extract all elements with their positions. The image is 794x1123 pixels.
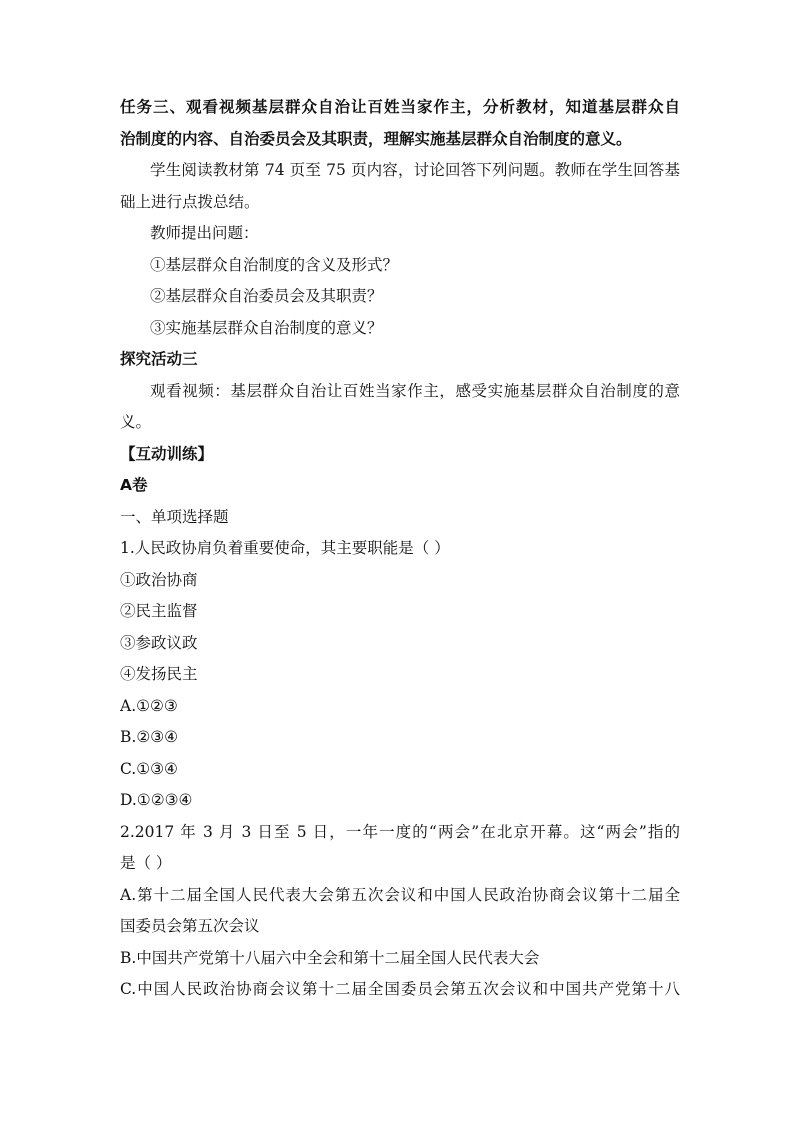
training-heading: 【互动训练】	[120, 444, 214, 463]
q1-item: ②民主监督	[120, 602, 198, 620]
task3-heading-line2: 治制度的内容、自治委员会及其职责，理解实施基层群众自治制度的意义。	[120, 129, 632, 148]
document-body	[120, 92, 680, 1006]
section-heading: 一、单项选择题	[120, 507, 229, 526]
q1-item: ④发扬民主	[120, 665, 198, 683]
q2-stem-line1: 2.2017 年 3 月 3 日至 5 日，一年一度的“两会”在北京开幕。这“两会”指的	[120, 822, 680, 841]
task3-paragraph-line2: 础上进行点拨总结。	[120, 192, 260, 211]
q1-item: ①政治协商	[120, 570, 198, 589]
question-item: ②基层群众自治委员会及其职责？	[150, 287, 383, 305]
activity3-text-line2: 义。	[120, 413, 152, 431]
teacher-prompt: 教师提出问题：	[150, 224, 259, 242]
q1-item: ③参政议政	[120, 633, 198, 652]
activity3-heading: 探究活动三	[120, 350, 198, 368]
volume-label: A卷	[120, 476, 148, 494]
task3-heading-line1: 任务三、观看视频基层群众自治让百姓当家作主，分析教材，知道基层群众自	[120, 98, 680, 116]
q1-option-d: D.①②③④	[120, 791, 193, 809]
q2-option-a-line1: A.第十二届全国人民代表大会第五次会议和中国人民政治协商会议第十二届全	[120, 885, 680, 904]
q1-option-a: A.①②③	[120, 696, 178, 715]
q2-option-b: B.中国共产党第十八届六中全会和第十二届全国人民代表大会	[120, 948, 540, 967]
question-item: ③实施基层群众自治制度的意义？	[150, 318, 383, 337]
q1-option-b: B.②③④	[120, 728, 179, 746]
q2-option-a-line2: 国委员会第五次会议	[120, 917, 260, 935]
q2-stem-line2: 是（ ）	[120, 854, 172, 872]
q1-stem: 1.人民政协肩负着重要使命，其主要职能是（ ）	[120, 539, 450, 557]
question-item: ①基层群众自治制度的含义及形式？	[150, 255, 399, 274]
task3-paragraph-line1: 学生阅读教材第 74 页至 75 页内容，讨论回答下列问题。教师在学生回答基	[150, 161, 680, 179]
q1-option-c: C.①③④	[120, 759, 178, 778]
q2-option-c-line1: C.中国人民政治协商会议第十二届全国委员会第五次会议和中国共产党第十八	[120, 980, 680, 998]
activity3-text-line1: 观看视频：基层群众自治让百姓当家作主，感受实施基层群众自治制度的意	[150, 381, 680, 400]
